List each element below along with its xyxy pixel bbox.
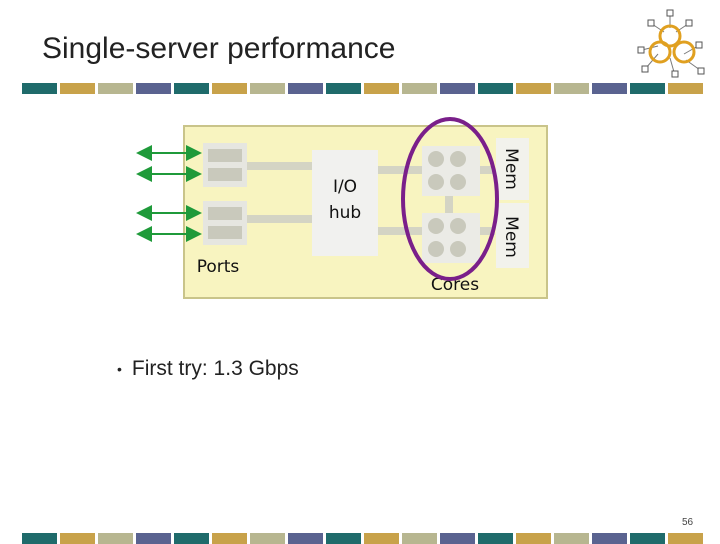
stripe-segment <box>136 533 171 544</box>
cpu-socket-top <box>422 146 480 196</box>
port-card-bottom <box>203 201 247 245</box>
cpu-socket-bottom <box>422 213 480 263</box>
stripe-segment <box>250 533 285 544</box>
io-hub-label-line1: I/O <box>332 177 358 197</box>
stripe-segment <box>440 533 475 544</box>
stripe-segment <box>402 533 437 544</box>
stripe-segment <box>98 533 133 544</box>
io-hub-label-line2: hub <box>328 203 362 223</box>
core-connector <box>376 227 424 235</box>
mem-top-label: Mem <box>501 148 521 190</box>
port-card-top <box>203 143 247 187</box>
stripe-segment <box>174 533 209 544</box>
stripe-segment <box>22 533 57 544</box>
port-connector <box>246 215 314 223</box>
stripe-segment <box>60 533 95 544</box>
stripe-segment <box>668 533 703 544</box>
bullet-text: First try: 1.3 Gbps <box>131 357 299 380</box>
stripe-segment <box>478 533 513 544</box>
bullet-first-try <box>117 357 299 381</box>
stripe-segment <box>630 533 665 544</box>
stripe-segment <box>212 533 247 544</box>
stripe-segment <box>288 533 323 544</box>
ports-label: Ports <box>196 257 240 277</box>
mem-bottom-label: Mem <box>501 216 521 258</box>
cores-label: Cores <box>430 275 480 295</box>
bottom-stripe <box>22 533 706 544</box>
core-connector <box>376 166 424 174</box>
page-title: Single-server performance <box>42 32 396 65</box>
page-number: 56 <box>682 517 694 528</box>
stripe-segment <box>592 533 627 544</box>
stripe-segment <box>516 533 551 544</box>
stripe-segment <box>554 533 589 544</box>
port-connector <box>246 162 314 170</box>
bullet-dot-icon: • <box>117 361 122 378</box>
stripe-segment <box>326 533 361 544</box>
stripe-segment <box>364 533 399 544</box>
